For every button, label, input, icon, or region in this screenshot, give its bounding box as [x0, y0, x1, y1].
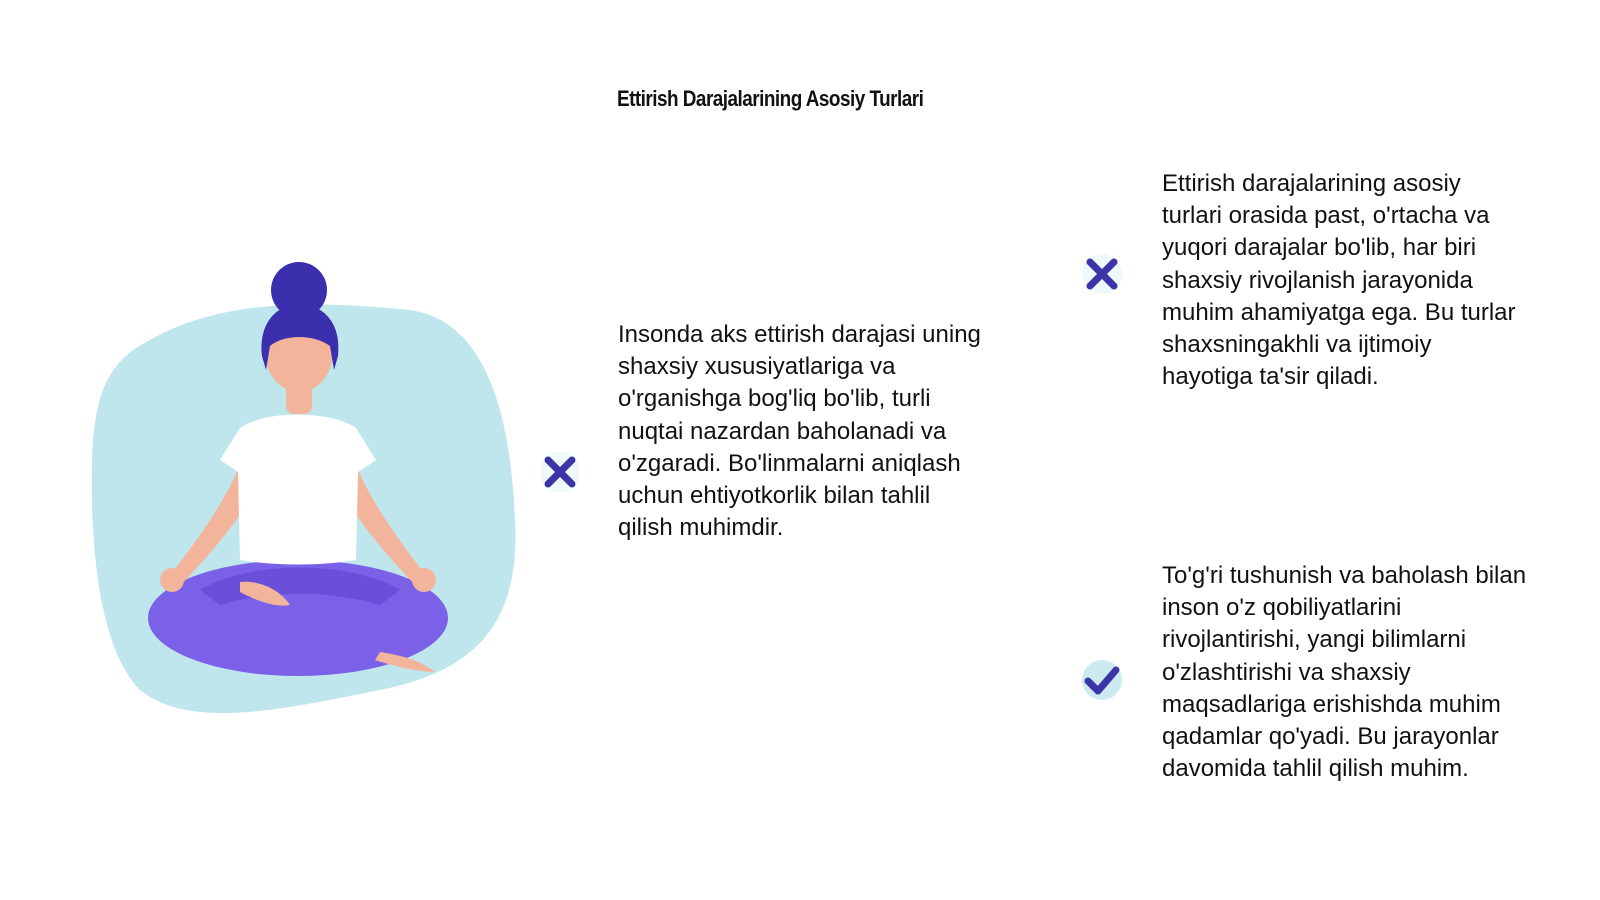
text-block-right-top — [1162, 168, 1582, 393]
slide-title: Ettirish Darajalarining Asosiy Turlari — [617, 86, 924, 111]
text-block-center — [618, 319, 1038, 544]
check-icon — [1078, 656, 1126, 704]
text-block-right-bottom — [1162, 560, 1582, 785]
text-line: shaxsiy rivojlanish jarayonida — [1162, 266, 1473, 294]
cross-icon — [536, 448, 584, 496]
text-line: Ettirish darajalarining asosiy — [1162, 170, 1461, 197]
text-line: o'zlashtirishi va shaxsiy — [1162, 658, 1411, 686]
text-line: rivojlantirishi, yangi bilimlarni — [1162, 626, 1467, 654]
text-line: qilish muhimdir. — [618, 514, 784, 542]
text-line: inson o'z qobiliyatlarini — [1162, 594, 1402, 622]
text-line: shaxsningakhli va ijtimoiy — [1162, 331, 1432, 359]
text-line: o'zgaradi. Bo'linmalarni aniqlash — [618, 449, 961, 477]
text-line: qadamlar qo'yadi. Bu jarayonlar — [1162, 723, 1499, 751]
text-line: turlari orasida past, o'rtacha va — [1162, 202, 1490, 230]
meditating-woman-illustration — [80, 260, 530, 740]
text-line: shaxsiy xususiyatlariga va — [618, 353, 896, 381]
text-line: To'g'ri tushunish va baholash bilan — [1162, 562, 1527, 589]
illustration-hair-bun — [271, 262, 327, 318]
text-line: yuqori darajalar bo'lib, har biri — [1162, 234, 1477, 262]
cross-icon — [1078, 250, 1126, 298]
text-line: Insonda aks ettirish darajasi uning — [618, 321, 981, 348]
illustration-shirt — [220, 415, 376, 565]
text-line: uchun ehtiyotkorlik bilan tahlil — [618, 482, 931, 510]
text-line: davomida tahlil qilish muhim. — [1162, 755, 1469, 783]
text-line: o'rganishga bog'liq bo'lib, turli — [618, 385, 931, 413]
text-line: maqsadlariga erishishda muhim — [1162, 690, 1501, 718]
text-line: nuqtai nazardan baholanadi va — [618, 417, 947, 445]
text-line: hayotiga ta'sir qiladi. — [1162, 363, 1379, 391]
text-line: muhim ahamiyatga ega. Bu turlar — [1162, 298, 1516, 326]
